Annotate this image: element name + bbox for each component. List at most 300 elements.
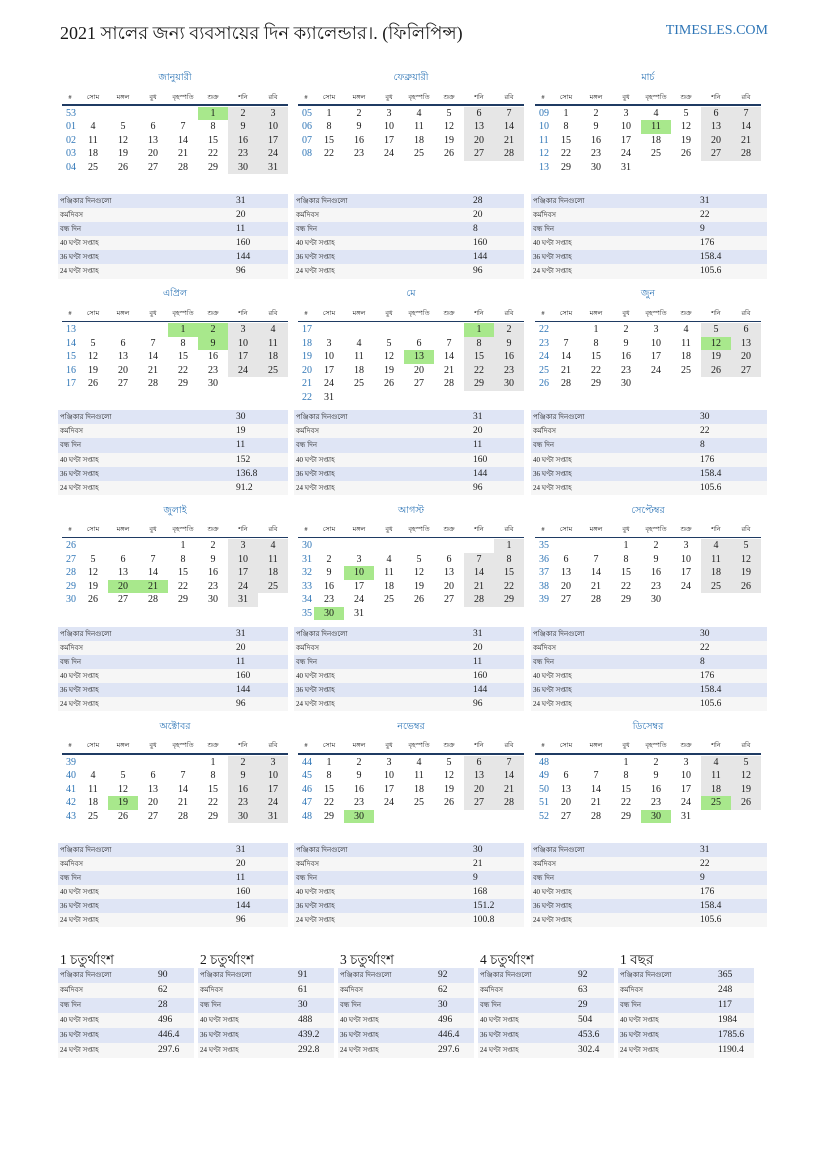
holiday-day-cell: 2 [198, 323, 228, 337]
day-cell: 31 [354, 607, 364, 619]
day-cell: 12 [384, 351, 394, 363]
stats-label: কর্মদিবস [60, 211, 83, 220]
month-april [62, 286, 288, 414]
day-cell: 1 [180, 540, 186, 552]
weekday-header: শুক্র [207, 742, 219, 750]
day-cell: 11 [384, 567, 394, 579]
week-number: 14 [66, 337, 76, 349]
weekday-header: রবি [268, 309, 278, 317]
day-cell: 10 [324, 351, 334, 363]
weekday-header: সোম [322, 309, 336, 317]
summary-label: 24 ঘণ্টা সপ্তাহ [480, 1045, 519, 1054]
week-row [535, 756, 761, 770]
day-cell: 21 [591, 580, 601, 592]
weekend-day-cell: 23 [228, 796, 258, 810]
week-row [62, 593, 288, 607]
day-cell: 11 [414, 770, 424, 782]
day-cell: 8 [326, 121, 332, 133]
empty-day-cell [108, 323, 138, 337]
weekday-header: বৃহস্পতি [172, 309, 194, 317]
day-cell: 18 [681, 351, 691, 363]
stats-label: 40 ঘণ্টা সপ্তাহ [296, 455, 335, 464]
stats-value: 158.4 [700, 684, 722, 695]
weekday-header: রবি [504, 526, 514, 534]
week-row [62, 147, 288, 161]
week-row [62, 756, 288, 770]
week-number: 17 [302, 324, 312, 336]
day-cell: 18 [88, 148, 98, 160]
week-row [298, 783, 524, 797]
summary-label: কর্মদিবস [620, 985, 643, 994]
week-number-header: # [304, 742, 308, 750]
weekday-header: শুক্র [680, 742, 692, 750]
summary-value: 91 [298, 969, 308, 980]
site-link[interactable]: TIMESLES.COM [665, 23, 768, 38]
day-cell: 7 [593, 770, 599, 782]
weekday-header: মঙ্গল [116, 526, 130, 534]
day-cell: 12 [681, 121, 691, 133]
day-cell: 14 [148, 351, 158, 363]
summary-value: 92 [438, 969, 448, 980]
stats-label: পঞ্জিকার দিনগুলো [296, 413, 348, 422]
day-cell: 9 [210, 553, 216, 565]
day-cell: 19 [118, 148, 128, 160]
week-row [535, 566, 761, 580]
weekday-header: শনি [238, 93, 248, 101]
week-number: 22 [539, 324, 549, 336]
summary-year [618, 950, 754, 1060]
week-number: 32 [302, 567, 312, 579]
weekend-day-cell: 20 [464, 134, 494, 148]
week-row [62, 377, 288, 391]
stats-row [531, 669, 767, 683]
holiday-day-cell: 13 [404, 350, 434, 364]
day-cell: 20 [148, 148, 158, 160]
week-row [535, 337, 761, 351]
day-cell: 8 [180, 553, 186, 565]
day-cell: 27 [414, 378, 424, 390]
weekend-day-cell: 4 [258, 323, 288, 337]
day-cell: 2 [593, 107, 599, 119]
stats-row [531, 627, 767, 641]
summary-row [198, 1028, 334, 1043]
stats-value: 176 [700, 238, 715, 249]
day-cell: 4 [683, 324, 689, 336]
stats-value: 105.6 [700, 482, 722, 493]
summary-label: 40 ঘণ্টা সপ্তাহ [200, 1015, 239, 1024]
empty-day-cell [108, 539, 138, 553]
holiday-day-cell: 1 [464, 323, 494, 337]
header-divider [535, 537, 761, 538]
day-cell: 29 [561, 161, 571, 173]
month-stats-table [531, 843, 767, 929]
week-row [298, 769, 524, 783]
day-cell: 5 [446, 107, 452, 119]
weekend-day-cell: 27 [731, 364, 761, 378]
header-divider [535, 104, 761, 105]
week-number: 35 [302, 607, 312, 619]
stats-row [58, 697, 288, 711]
week-number: 51 [539, 797, 549, 809]
weekend-day-cell: 21 [494, 134, 524, 148]
week-number: 27 [66, 553, 76, 565]
empty-day-cell [671, 593, 701, 607]
weekend-day-cell: 17 [228, 350, 258, 364]
stats-row [58, 857, 288, 871]
day-cell: 28 [591, 594, 601, 606]
stats-row [294, 627, 524, 641]
day-cell: 2 [653, 756, 659, 768]
weekend-day-cell: 10 [258, 120, 288, 134]
day-cell: 24 [681, 580, 691, 592]
day-cell: 15 [324, 134, 334, 146]
day-cell: 24 [354, 594, 364, 606]
weekday-header: শনি [238, 526, 248, 534]
day-cell: 26 [88, 594, 98, 606]
summary-value: 365 [718, 969, 733, 980]
weekend-day-cell: 20 [701, 134, 731, 148]
month-february [298, 70, 524, 198]
stats-row [531, 899, 767, 913]
weekend-day-cell: 3 [258, 756, 288, 770]
week-number-header: # [68, 93, 72, 101]
day-cell: 15 [178, 567, 188, 579]
day-cell: 16 [651, 783, 661, 795]
summary-value: 446.4 [158, 1029, 180, 1040]
day-cell: 6 [563, 553, 569, 565]
empty-day-cell [78, 323, 108, 337]
day-cell: 12 [118, 134, 128, 146]
day-cell: 10 [621, 121, 631, 133]
week-number: 22 [302, 391, 312, 403]
day-cell: 11 [414, 121, 424, 133]
stats-label: বন্ধ দিন [533, 225, 555, 234]
header-divider [298, 537, 524, 538]
week-number: 42 [66, 797, 76, 809]
empty-day-cell [701, 810, 731, 824]
week-number-header: # [541, 526, 545, 534]
month-stats-table [294, 194, 524, 280]
empty-day-cell [671, 377, 701, 391]
week-row [62, 810, 288, 824]
summary-row [198, 968, 334, 983]
weekday-header: বুধ [622, 742, 630, 750]
summary-value: 63 [578, 984, 588, 995]
empty-day-cell [344, 323, 374, 337]
stats-value: 30 [700, 412, 710, 423]
holiday-day-cell: 30 [314, 607, 344, 621]
month-name: ডিসেম্বর [632, 721, 664, 732]
week-row [298, 796, 524, 810]
stats-row [531, 885, 767, 899]
day-cell: 22 [324, 148, 334, 160]
day-cell: 6 [563, 770, 569, 782]
weekend-day-cell: 24 [258, 796, 288, 810]
month-name: সেপ্টেম্বর [631, 505, 665, 516]
empty-day-cell [464, 810, 494, 824]
week-number: 20 [302, 364, 312, 376]
summary-row [58, 1043, 194, 1058]
stats-value: 160 [473, 454, 488, 465]
weekday-header: শুক্র [443, 93, 455, 101]
weekday-header: সোম [322, 742, 336, 750]
stats-label: কর্মদিবস [296, 859, 319, 868]
stats-label: বন্ধ দিন [296, 657, 318, 666]
summary-quarter-3 [338, 950, 474, 1060]
week-number-header: # [541, 309, 545, 317]
weekday-header: শুক্র [680, 93, 692, 101]
empty-day-cell [464, 391, 494, 405]
weekend-day-cell: 14 [494, 120, 524, 134]
weekend-day-cell: 14 [731, 120, 761, 134]
stats-value: 144 [473, 252, 488, 263]
week-row [298, 539, 524, 553]
stats-value: 144 [236, 684, 251, 695]
day-cell: 3 [356, 553, 362, 565]
weekend-day-cell: 5 [731, 756, 761, 770]
day-cell: 8 [623, 553, 629, 565]
day-cell: 25 [384, 594, 394, 606]
month-stats-table [294, 627, 524, 713]
day-cell: 4 [416, 756, 422, 768]
stats-value: 96 [236, 915, 246, 926]
summary-value: 496 [158, 1014, 173, 1025]
stats-value: 8 [700, 656, 705, 667]
day-cell: 29 [621, 594, 631, 606]
week-number: 02 [66, 134, 76, 146]
empty-day-cell [494, 391, 524, 405]
weekday-header: শুক্র [207, 526, 219, 534]
day-cell: 29 [208, 161, 218, 173]
summary-label: কর্মদিবস [200, 985, 223, 994]
day-cell: 7 [150, 553, 156, 565]
summary-label: বন্ধ দিন [340, 1000, 362, 1009]
day-cell: 22 [591, 364, 601, 376]
weekend-day-cell: 10 [228, 553, 258, 567]
day-cell: 13 [561, 567, 571, 579]
stats-row [294, 641, 524, 655]
day-cell: 17 [384, 134, 394, 146]
week-row [298, 107, 524, 121]
empty-day-cell [731, 593, 761, 607]
weekday-header: শনি [711, 309, 721, 317]
weekday-header: শুক্র [680, 309, 692, 317]
weekday-header: মঙ্গল [352, 742, 366, 750]
holiday-day-cell: 25 [701, 796, 731, 810]
week-row [535, 350, 761, 364]
weekday-header: মঙ্গল [589, 309, 603, 317]
summary-value: 117 [718, 999, 732, 1010]
stats-label: কর্মদিবস [533, 211, 556, 220]
empty-day-cell [314, 539, 344, 553]
day-cell: 12 [118, 783, 128, 795]
stats-value: 31 [236, 195, 246, 206]
weekday-header: শনি [474, 526, 484, 534]
stats-value: 19 [236, 426, 246, 437]
stats-row [531, 655, 767, 669]
weekday-header: সোম [559, 742, 573, 750]
day-cell: 28 [591, 810, 601, 822]
summary-quarter-2 [198, 950, 334, 1060]
summary-label: বন্ধ দিন [620, 1000, 642, 1009]
month-stats-table [58, 194, 288, 280]
day-cell: 6 [150, 770, 156, 782]
week-number-header: # [68, 526, 72, 534]
empty-day-cell [374, 810, 404, 824]
stats-label: কর্মদিবস [533, 643, 556, 652]
week-row [298, 377, 524, 391]
weekday-header: বৃহস্পতি [645, 309, 667, 317]
day-cell: 10 [681, 553, 691, 565]
day-cell: 16 [651, 567, 661, 579]
month-name: ফেব্রুয়ারী [393, 73, 429, 83]
summary-label: 36 ঘণ্টা সপ্তাহ [480, 1030, 519, 1039]
week-row [298, 120, 524, 134]
day-cell: 3 [683, 540, 689, 552]
day-cell: 7 [180, 770, 186, 782]
stats-row [531, 913, 767, 927]
empty-day-cell [168, 107, 198, 121]
month-name: আগস্ট [398, 505, 424, 516]
day-cell: 14 [561, 351, 571, 363]
weekday-header: শুক্র [680, 526, 692, 534]
holiday-day-cell: 1 [198, 107, 228, 121]
week-number: 47 [302, 797, 312, 809]
weekend-day-cell: 31 [258, 810, 288, 824]
stats-label: 40 ঘণ্টা সপ্তাহ [60, 888, 99, 897]
weekend-day-cell: 8 [464, 337, 494, 351]
day-cell: 17 [621, 134, 631, 146]
week-row [298, 810, 524, 824]
summary-label: পঞ্জিকার দিনগুলো [340, 970, 392, 979]
day-cell: 1 [593, 324, 599, 336]
week-number: 09 [539, 107, 549, 119]
weekday-header: সোম [322, 526, 336, 534]
weekend-day-cell: 21 [464, 580, 494, 594]
week-row [535, 553, 761, 567]
day-cell: 14 [178, 783, 188, 795]
stats-row [531, 438, 767, 452]
weekend-day-cell: 18 [701, 566, 731, 580]
stats-row [58, 453, 288, 467]
stats-value: 100.8 [473, 915, 495, 926]
day-cell: 24 [384, 797, 394, 809]
summary-row [618, 1043, 754, 1058]
week-number-header: # [304, 309, 308, 317]
weekday-header: সোম [86, 526, 100, 534]
stats-label: 36 ঘণ্টা সপ্তাহ [60, 685, 99, 694]
month-stats-table [294, 410, 524, 496]
summary-value: 30 [298, 999, 308, 1010]
summary-value: 292.8 [298, 1044, 320, 1055]
weekday-header: শুক্র [207, 93, 219, 101]
stats-label: কর্মদিবস [296, 643, 319, 652]
stats-value: 96 [473, 699, 483, 710]
summary-title: 4 চতুর্থাংশ [480, 952, 534, 967]
week-row [535, 147, 761, 161]
month-january [62, 70, 288, 198]
summary-value: 439.2 [298, 1029, 320, 1040]
holiday-day-cell: 19 [108, 796, 138, 810]
stats-row [531, 208, 767, 222]
week-row [62, 796, 288, 810]
stats-label: পঞ্জিকার দিনগুলো [533, 196, 585, 205]
stats-row [294, 697, 524, 711]
week-number: 34 [302, 594, 312, 606]
summary-row [618, 998, 754, 1013]
weekday-header: বৃহস্পতি [172, 93, 194, 101]
weekend-day-cell: 13 [464, 120, 494, 134]
empty-day-cell [374, 323, 404, 337]
week-number: 29 [66, 580, 76, 592]
summary-row [478, 983, 614, 998]
stats-row [58, 467, 288, 481]
week-number: 48 [302, 810, 312, 822]
week-row [298, 566, 524, 580]
week-row [62, 364, 288, 378]
week-number: 04 [66, 161, 76, 173]
day-cell: 17 [324, 364, 334, 376]
summary-value: 61 [298, 984, 308, 995]
day-cell: 9 [356, 770, 362, 782]
day-cell: 19 [444, 783, 454, 795]
weekday-header: বৃহস্পতি [645, 742, 667, 750]
stats-row [58, 194, 288, 208]
day-cell: 29 [324, 810, 334, 822]
weekend-day-cell: 28 [494, 796, 524, 810]
summary-label: 40 ঘণ্টা সপ্তাহ [480, 1015, 519, 1024]
day-cell: 3 [326, 337, 332, 349]
summary-value: 1190.4 [718, 1044, 744, 1055]
day-cell: 26 [414, 594, 424, 606]
holiday-day-cell: 30 [344, 810, 374, 824]
weekday-header: শুক্র [207, 309, 219, 317]
day-cell: 28 [561, 378, 571, 390]
stats-row [531, 250, 767, 264]
weekday-header: শুক্র [443, 526, 455, 534]
summary-value: 488 [298, 1014, 313, 1025]
summary-row [58, 998, 194, 1013]
day-cell: 26 [681, 148, 691, 160]
summary-label: বন্ধ দিন [480, 1000, 502, 1009]
day-cell: 9 [653, 553, 659, 565]
day-cell: 27 [561, 594, 571, 606]
day-cell: 6 [150, 121, 156, 133]
weekday-header: বুধ [149, 526, 157, 534]
week-row [535, 769, 761, 783]
day-cell: 26 [444, 148, 454, 160]
stats-label: বন্ধ দিন [60, 441, 82, 450]
stats-value: 105.6 [700, 915, 722, 926]
stats-row [531, 467, 767, 481]
header-divider [298, 104, 524, 105]
weekday-header: সোম [86, 93, 100, 101]
day-cell: 11 [88, 134, 98, 146]
summary-row [618, 1013, 754, 1028]
stats-value: 176 [700, 454, 715, 465]
day-cell: 18 [414, 783, 424, 795]
day-cell: 22 [208, 148, 218, 160]
stats-row [58, 410, 288, 424]
header-divider [298, 753, 524, 754]
summary-label: 36 ঘণ্টা সপ্তাহ [200, 1030, 239, 1039]
day-cell: 20 [561, 580, 571, 592]
weekday-header: রবি [504, 309, 514, 317]
week-number: 10 [539, 121, 549, 133]
day-cell: 2 [356, 756, 362, 768]
week-row [62, 161, 288, 175]
weekend-day-cell: 11 [258, 337, 288, 351]
